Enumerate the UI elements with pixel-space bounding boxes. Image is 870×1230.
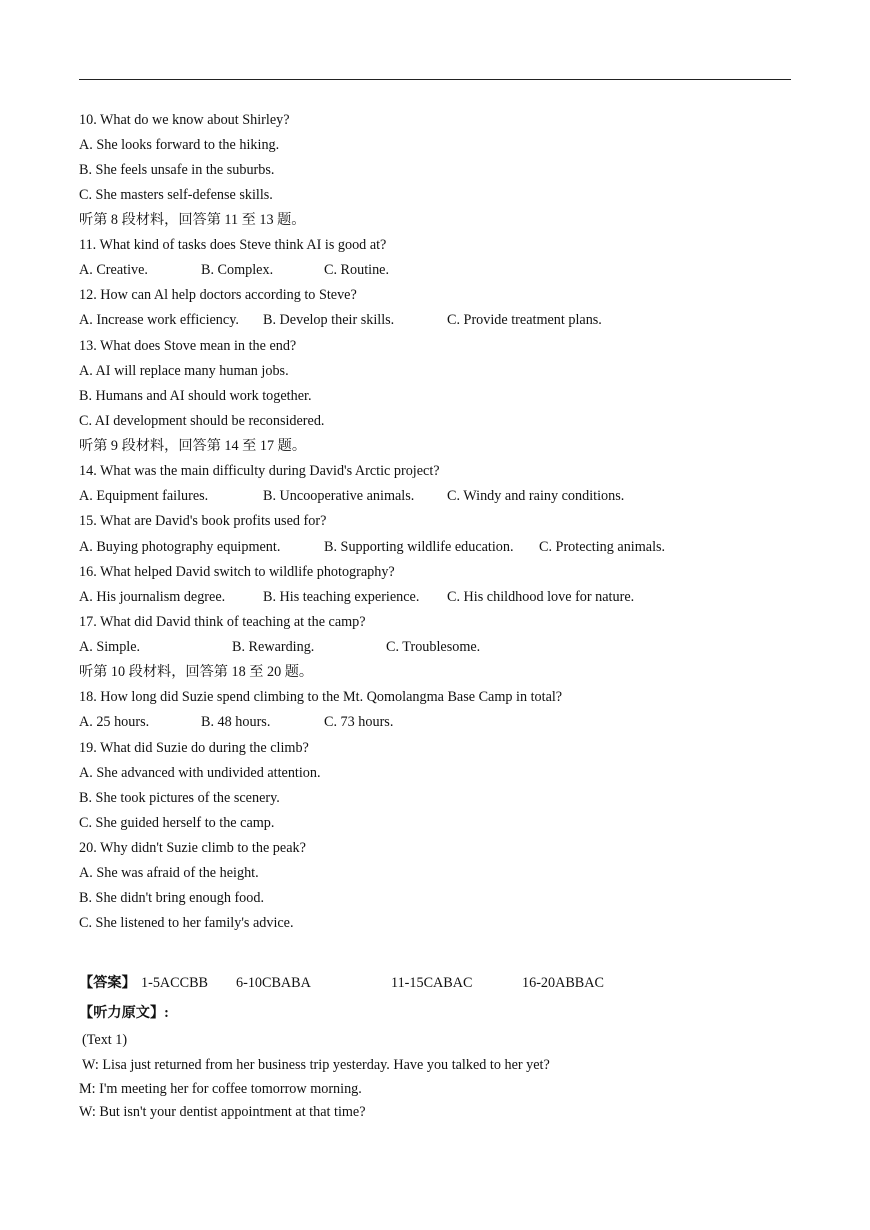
section-10-instruction: 听第 10 段材料，回答第 18 至 20 题。: [79, 664, 314, 680]
q12-option-c: C. Provide treatment plans.: [447, 312, 602, 328]
question-15: 15. What are David's book profits used for?: [79, 513, 327, 529]
section-9-instruction: 听第 9 段材料，回答第 14 至 17 题。: [79, 438, 307, 454]
q13-option-c: C. AI development should be reconsidered.: [79, 413, 325, 429]
section-8-instruction: 听第 8 段材料，回答第 11 至 13 题。: [79, 212, 306, 228]
question-17: 17. What did David think of teaching at the camp?: [79, 614, 366, 630]
q17-option-b: B. Rewarding.: [232, 639, 315, 655]
question-13: 13. What does Stove mean in the end?: [79, 338, 297, 354]
answer-label: 【答案】: [79, 975, 136, 991]
question-11: 11. What kind of tasks does Steve think AI is good at?: [79, 237, 387, 253]
q20-option-b: B. She didn't bring enough food.: [79, 890, 265, 906]
question-18: 18. How long did Suzie spend climbing to the Mt. Qomolangma Base Camp in total?: [79, 689, 563, 705]
question-10: 10. What do we know about Shirley?: [79, 112, 290, 128]
transcript-label: 【听力原文】:: [79, 1005, 169, 1021]
q19-option-c: C. She guided herself to the camp.: [79, 815, 275, 831]
q12-option-b: B. Develop their skills.: [263, 312, 395, 328]
q14-option-a: A. Equipment failures.: [79, 488, 209, 504]
header-rule: [79, 79, 791, 80]
q15-option-a: A. Buying photography equipment.: [79, 539, 281, 555]
transcript-line: M: I'm meeting her for coffee tomorrow morning.: [79, 1081, 362, 1097]
q18-option-c: C. 73 hours.: [324, 714, 394, 730]
q12-option-a: A. Increase work efficiency.: [79, 312, 239, 328]
q16-option-a: A. His journalism degree.: [79, 589, 226, 605]
q16-option-b: B. His teaching experience.: [263, 589, 420, 605]
question-14: 14. What was the main difficulty during David's Arctic project?: [79, 463, 440, 479]
answer-group-1: 1-5ACCBB: [141, 975, 209, 991]
q10-option-c: C. She masters self-defense skills.: [79, 187, 273, 203]
q10-option-b: B. She feels unsafe in the suburbs.: [79, 162, 275, 178]
q14-option-c: C. Windy and rainy conditions.: [447, 488, 625, 504]
q19-option-a: A. She advanced with undivided attention.: [79, 765, 321, 781]
q11-option-a: A. Creative.: [79, 262, 148, 278]
q16-option-c: C. His childhood love for nature.: [447, 589, 635, 605]
question-20: 20. Why didn't Suzie climb to the peak?: [79, 840, 306, 856]
q15-option-c: C. Protecting animals.: [539, 539, 666, 555]
q11-option-b: B. Complex.: [201, 262, 274, 278]
text-1-label: (Text 1): [82, 1032, 128, 1048]
q14-option-b: B. Uncooperative animals.: [263, 488, 415, 504]
q18-option-a: A. 25 hours.: [79, 714, 150, 730]
question-12: 12. How can Al help doctors according to Steve?: [79, 287, 357, 303]
question-19: 19. What did Suzie do during the climb?: [79, 740, 309, 756]
q17-option-c: C. Troublesome.: [386, 639, 481, 655]
q11-option-c: C. Routine.: [324, 262, 390, 278]
transcript-line: W: But isn't your dentist appointment at that time?: [79, 1104, 366, 1120]
q18-option-b: B. 48 hours.: [201, 714, 271, 730]
q15-option-b: B. Supporting wildlife education.: [324, 539, 514, 555]
q10-option-a: A. She looks forward to the hiking.: [79, 137, 280, 153]
answer-group-3: 11-15CABAC: [391, 975, 473, 991]
q13-option-a: A. AI will replace many human jobs.: [79, 363, 289, 379]
q13-option-b: B. Humans and AI should work together.: [79, 388, 312, 404]
question-16: 16. What helped David switch to wildlife photography?: [79, 564, 395, 580]
q20-option-a: A. She was afraid of the height.: [79, 865, 259, 881]
q19-option-b: B. She took pictures of the scenery.: [79, 790, 280, 806]
answer-group-4: 16-20ABBAC: [522, 975, 604, 991]
q17-option-a: A. Simple.: [79, 639, 141, 655]
transcript-line: W: Lisa just returned from her business trip yesterday. Have you talked to her yet?: [82, 1057, 550, 1073]
q20-option-c: C. She listened to her family's advice.: [79, 915, 294, 931]
answer-group-2: 6-10CBABA: [236, 975, 311, 991]
